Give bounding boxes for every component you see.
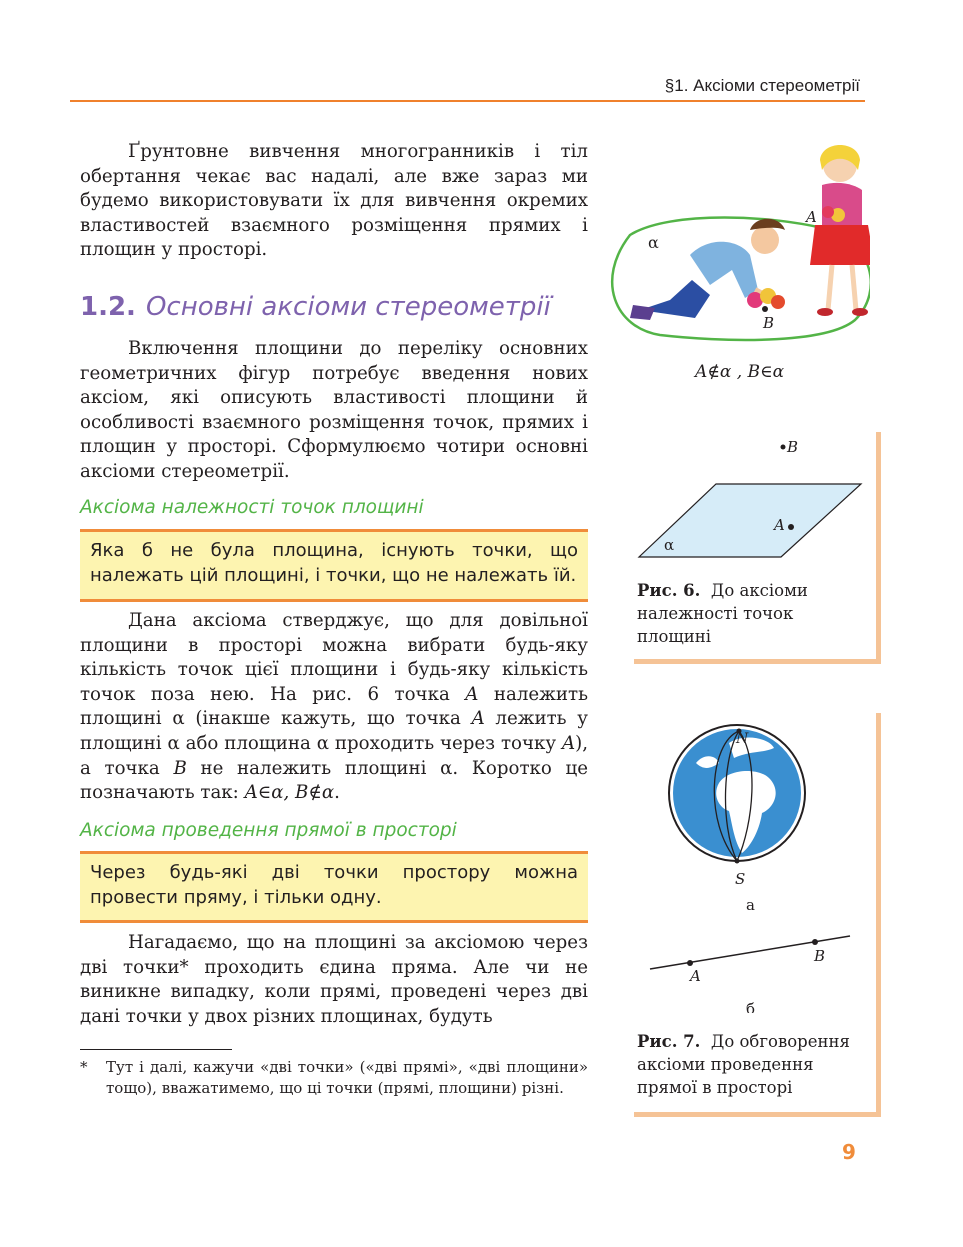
illustration-plane-label: α — [648, 233, 659, 252]
figure6-point-b: B — [787, 438, 799, 456]
intro-paragraph: Ґрунтовне вивчення многогранників і тіл обертання чекає вас надалі, але вже зараз ми будемо використовувати їх для вивчення окремих властивостей взаємного розміщення прямих і площин у просторі. — [80, 141, 588, 261]
illustration-point-a: A — [806, 208, 817, 226]
figure7-south-label: S — [735, 870, 746, 888]
figure6-plane-label: α — [664, 536, 675, 554]
children-illustration — [600, 130, 870, 355]
footnote: * Тут і далі, кажучи «дві точки» («дві прямі», «дві площини» тощо), вважатимемо, що ці точки (прямі, площини) різні. — [80, 1058, 588, 1097]
figure7-caption: Рис. 7. До обговорення аксіоми проведення прямої в просторі — [637, 1032, 850, 1097]
figure7-frame — [634, 713, 881, 1117]
children-plane-drawing — [600, 130, 870, 355]
axiom2-statement-box: Через будь-які дві точки простору можна провести пряму, і тільки одну. — [80, 851, 588, 923]
figure7-sub-b: б — [746, 1000, 756, 1013]
page-number: 9 — [842, 1140, 856, 1164]
section-paragraph: Включення площини до переліку основних геометричних фігур потребує введення нових аксіом, які описують властивості площини й особливості взаємного розміщення точок, прямих і площин у просторі. Сформулюємо чотири основні аксіоми стереометрії. — [80, 338, 588, 482]
figure7-sub-a: а — [746, 896, 755, 914]
running-header: §1. Аксіоми стереометрії — [664, 76, 860, 95]
illustration-caption: A∉α , B∈α — [695, 362, 785, 382]
figure6-point-a: A — [774, 516, 785, 534]
figure6-drawing — [634, 432, 876, 572]
figure7-point-a: A — [690, 967, 701, 985]
axiom1-statement-box: Яка б не була площина, існують точки, що належать цій площині, і точки, що не належать їй. — [80, 529, 588, 602]
figure6-frame — [634, 432, 881, 664]
axiom2-paragraph: Нагадаємо, що на площині за аксіомою через дві точки* проходить єдина пряма. Але чи не виникне випадку, коли прямі, проведені через дві дані точки у двох різних площинах, будуть — [80, 932, 588, 1027]
illustration-point-b: B — [763, 314, 775, 332]
figure7-drawing — [634, 713, 876, 1013]
figure7-north-label: N — [736, 731, 749, 747]
axiom1-title: Аксіома належності точок площині — [80, 497, 424, 518]
figure6-caption: Рис. 6. До аксіоми належності точок площині — [637, 581, 808, 646]
figure7-point-b: B — [814, 947, 826, 965]
axiom2-title: Аксіома проведення прямої в просторі — [80, 820, 457, 841]
axiom1-paragraph: Дана аксіома стверджує, що для довільної площини в просторі можна вибрати будь-яку кількість точок цієї площини і будь-яку кількість точок поза нею. На рис. 6 точка A належить площині α (інакше кажуть, що точка A лежить у площині α або площина α проходить через точку A), а точка B не належить площині α. Коротко це позначають так: A∈α, B∉α. — [80, 610, 588, 804]
section-title: 1.2. Основні аксіоми стереометрії — [80, 292, 551, 322]
footnote-rule — [80, 1049, 232, 1050]
header-rule — [70, 100, 865, 102]
